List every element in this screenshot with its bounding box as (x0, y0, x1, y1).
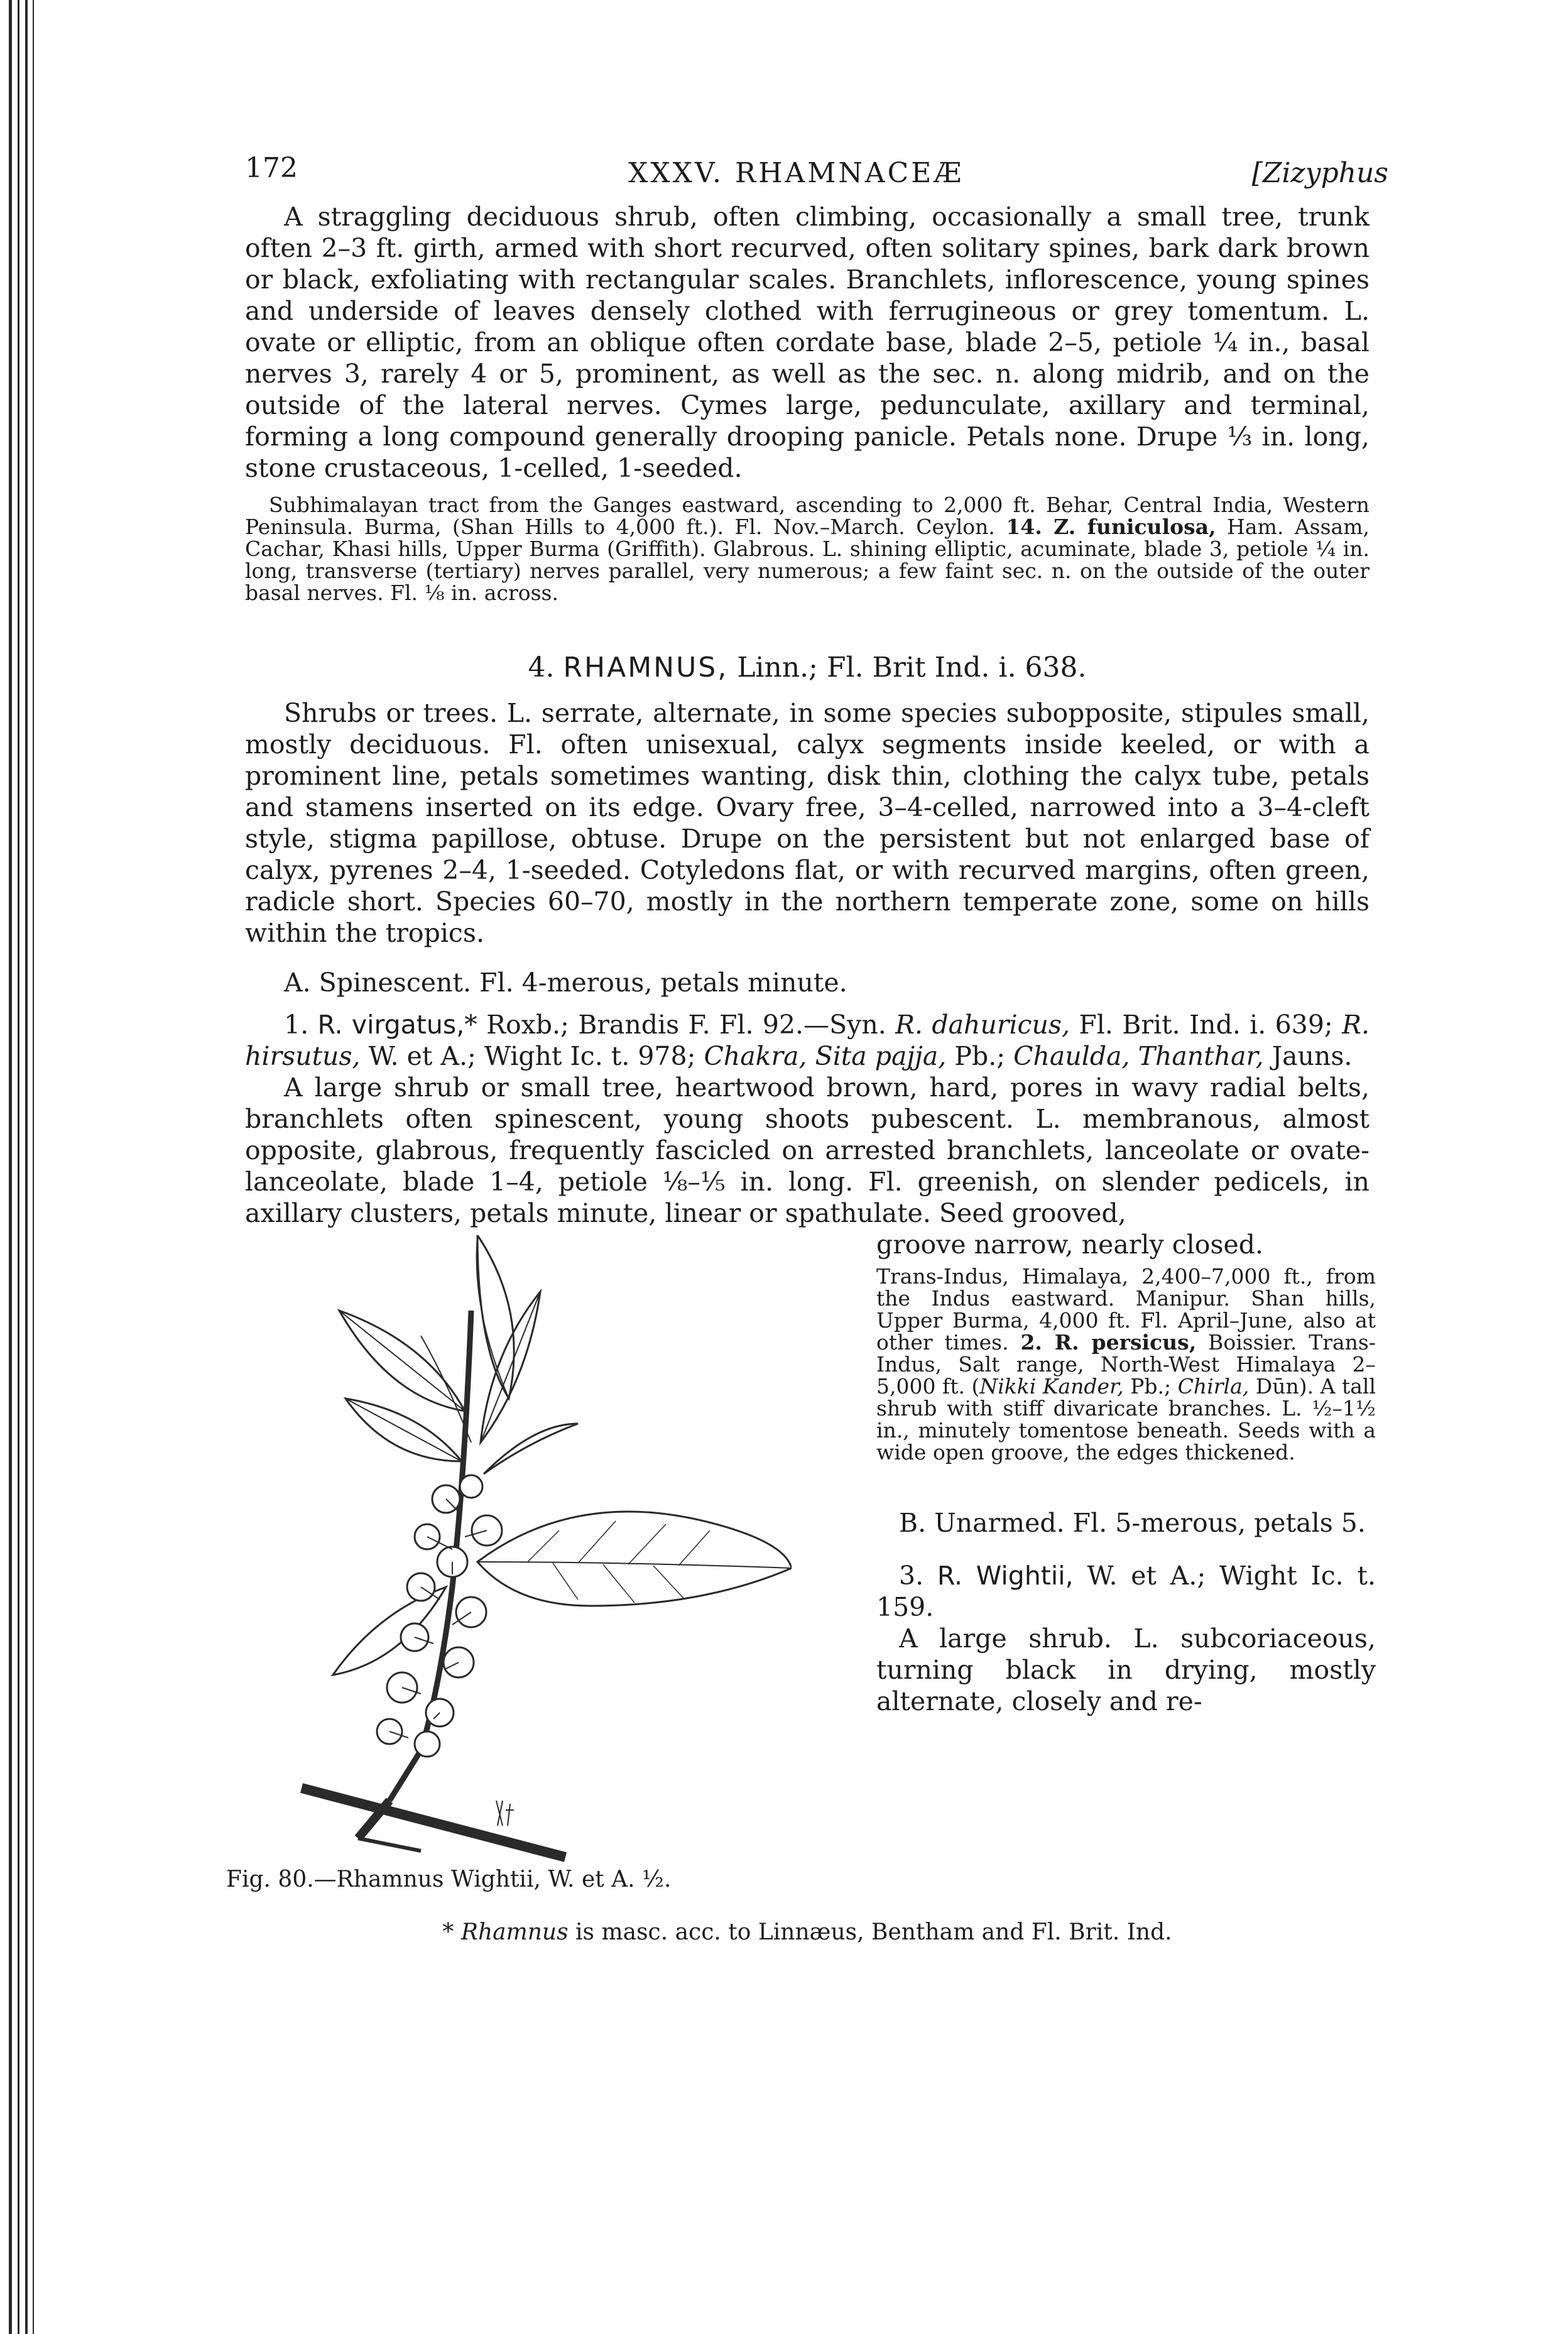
species-1-description-continued: groove narrow, nearly closed. (876, 1230, 1264, 1260)
species-3-number: 3. (899, 1561, 924, 1591)
right-column-text (876, 1229, 1376, 1717)
genus-authority: Linn.; Fl. Brit Ind. i. 638. (737, 652, 1087, 684)
species-3-name: R. Wightii, (937, 1561, 1074, 1591)
species-3-description: A large shrub. L. subcoriaceous, turning black in drying, mostly alternate, closely and re- (876, 1623, 1376, 1716)
zizyphus-distribution (245, 494, 1369, 604)
species-1-citation: Pb.; (946, 1041, 1014, 1071)
species-1-synonym: R. dahuricus, (895, 1010, 1070, 1040)
species-1-citation: Fl. Brit. Ind. i. 639; (1070, 1010, 1342, 1040)
species-1-distribution (876, 1265, 1376, 1463)
species-1-synonym: R. hirsutus, (245, 1010, 1369, 1071)
footnote-genus: Rhamnus (460, 1919, 569, 1945)
footnote (245, 1919, 1369, 1945)
species-1-distribution-text: Trans-Indus, Himalaya, 2,400–7,000 ft., from the Indus eastward. Manipur. Shan hills, Upper Burma, 4,000 ft. Fl. April–June, also at other times. (876, 1264, 1376, 1355)
zizyphus-description: A straggling deciduous shrub, often climbing, occasionally a small tree, trunk often 2–3 ft. girth, armed with short recurved, often solitary spines, bark dark brown or black, exfoliating with rectangular scales. Branchlets, inflorescence, young spines and underside of leaves densely clothed with ferrugineous or grey tomentum. L. ovate or elliptic, from an oblique often cordate base, blade 2–5, petiole ¼ in., basal nerves 3, rarely 4 or 5, prominent, as well as the sec. n. along midrib, and on the outside of the lateral nerves. Cymes large, pedunculate, axillary and terminal, forming a long compound generally drooping panicle. Petals none. Drupe ⅓ in. long, stone crustaceous, 1-celled, 1-seeded. (245, 202, 1369, 483)
species-2-distribution-text: Boissier. Trans-Indus, Salt range, North-West Himalaya 2–5,000 ft. ( (876, 1330, 1376, 1399)
species-2-vernacular: Chirla, (1177, 1374, 1250, 1399)
zizyphus-funiculosa-name: 14. Z. funiculosa, (1006, 515, 1216, 539)
species-1-citation: W. et A.; Wight Ic. t. 978; (360, 1041, 704, 1071)
species-3-heading (876, 1560, 1376, 1623)
species-1-vernacular: Chakra, Sita pajja, (704, 1041, 947, 1071)
section-b-heading: B. Unarmed. Fl. 5-merous, petals 5. (899, 1508, 1366, 1538)
species-1-vernacular: Chaulda, Thanthar, (1013, 1041, 1264, 1071)
rhamnus-illustration (264, 1235, 792, 1863)
footnote-text: is masc. acc. to Linnæus, Bentham and Fl. Brit. Ind. (568, 1919, 1172, 1945)
species-1-citation: Roxb.; Brandis F. Fl. 92.—Syn. (477, 1010, 896, 1040)
species-2-name: 2. R. persicus, (1020, 1330, 1197, 1355)
genus-name: RHAMNUS, (563, 652, 729, 684)
genus-description: Shrubs or trees. L. serrate, alternate, in some species subopposite, stipules small, mostly deciduous. Fl. often unisexual, calyx segments inside keeled, or with a prominent line, petals sometimes wanting, disk thin, clothing the calyx tube, petals and stamens inserted on its edge. Ovary free, 3–4-celled, narrowed into a 3–4-cleft style, stigma papillose, obtuse. Drupe on the persistent but not enlarged base of calyx, pyrenes 2–4, 1-seeded. Cotyledons flat, or with recurved margins, often green, radicle short. Species 60–70, mostly in the northern temperate zone, some on hills within the tropics. (245, 698, 1369, 948)
running-genus: [Zizyphus (1251, 157, 1388, 189)
species-1-heading (245, 1009, 1369, 1072)
section-a-heading: A. Spinescent. Fl. 4-merous, petals minute. (284, 968, 847, 998)
page (226, 145, 1388, 1945)
figure-80 (226, 1229, 854, 1911)
running-header (245, 145, 1388, 201)
figure-and-text-block (226, 1229, 1376, 1911)
species-2-distribution-text: Pb.; (1123, 1374, 1178, 1399)
species-3-citation: W. et A.; Wight Ic. t. 159. (876, 1561, 1376, 1622)
genus-heading (245, 652, 1369, 684)
species-2-vernacular: Nikki Kander, (979, 1374, 1124, 1399)
figure-caption: Fig. 80.—Rhamnus Wightii, W. et A. ½. (226, 1867, 672, 1892)
species-1-citation: Jauns. (1263, 1041, 1353, 1071)
zizyphus-funiculosa-text: Ham. Assam, Cachar, Khasi hills, Upper Burma (Griffith). Glabrous. L. shining elliptic, acuminate, blade 3, petiole ¼ in. long, transverse (tertiary) nerves parallel, very numerous; a few faint sec. n. on the outside of the outer basal nerves. Fl. ⅛ in. across. (245, 515, 1370, 605)
species-1-description: A large shrub or small tree, heartwood brown, hard, pores in wavy radial belts, branchlets often spinescent, young shoots pubescent. L. membranous, almost opposite, glabrous, frequently fascicled on arrested branchlets, lanceolate or ovate-lanceolate, blade 1–4, petiole ⅛–⅕ in. long. Fl. greenish, on slender pedicels, in axillary clusters, petals minute, linear or spathulate. Seed grooved, (245, 1072, 1369, 1228)
zizyphus-distribution-text: Subhimalayan tract from the Ganges eastward, ascending to 2,000 ft. Behar, Central India, Western Peninsula. Burma, (Shan Hills to 4,000 ft.). Fl. Nov.–March. Ceylon. (245, 493, 1369, 539)
footnote-marker: * (442, 1919, 454, 1945)
species-1-footnote-marker: * (464, 1010, 477, 1040)
species-2-distribution-text: Dūn). A tall shrub with stiff divaricate branches. L. ½–1½ in., minutely tomentose beneath. Seeds with a wide open groove, the edges thickened. (876, 1374, 1376, 1464)
species-1-number: 1. (284, 1010, 309, 1040)
running-title: XXXV. RHAMNACEÆ (628, 157, 964, 189)
page-binding-edge (9, 0, 36, 2334)
species-1-name: R. virgatus, (317, 1010, 465, 1040)
genus-number: 4. (528, 652, 555, 684)
page-number: 172 (245, 152, 298, 184)
